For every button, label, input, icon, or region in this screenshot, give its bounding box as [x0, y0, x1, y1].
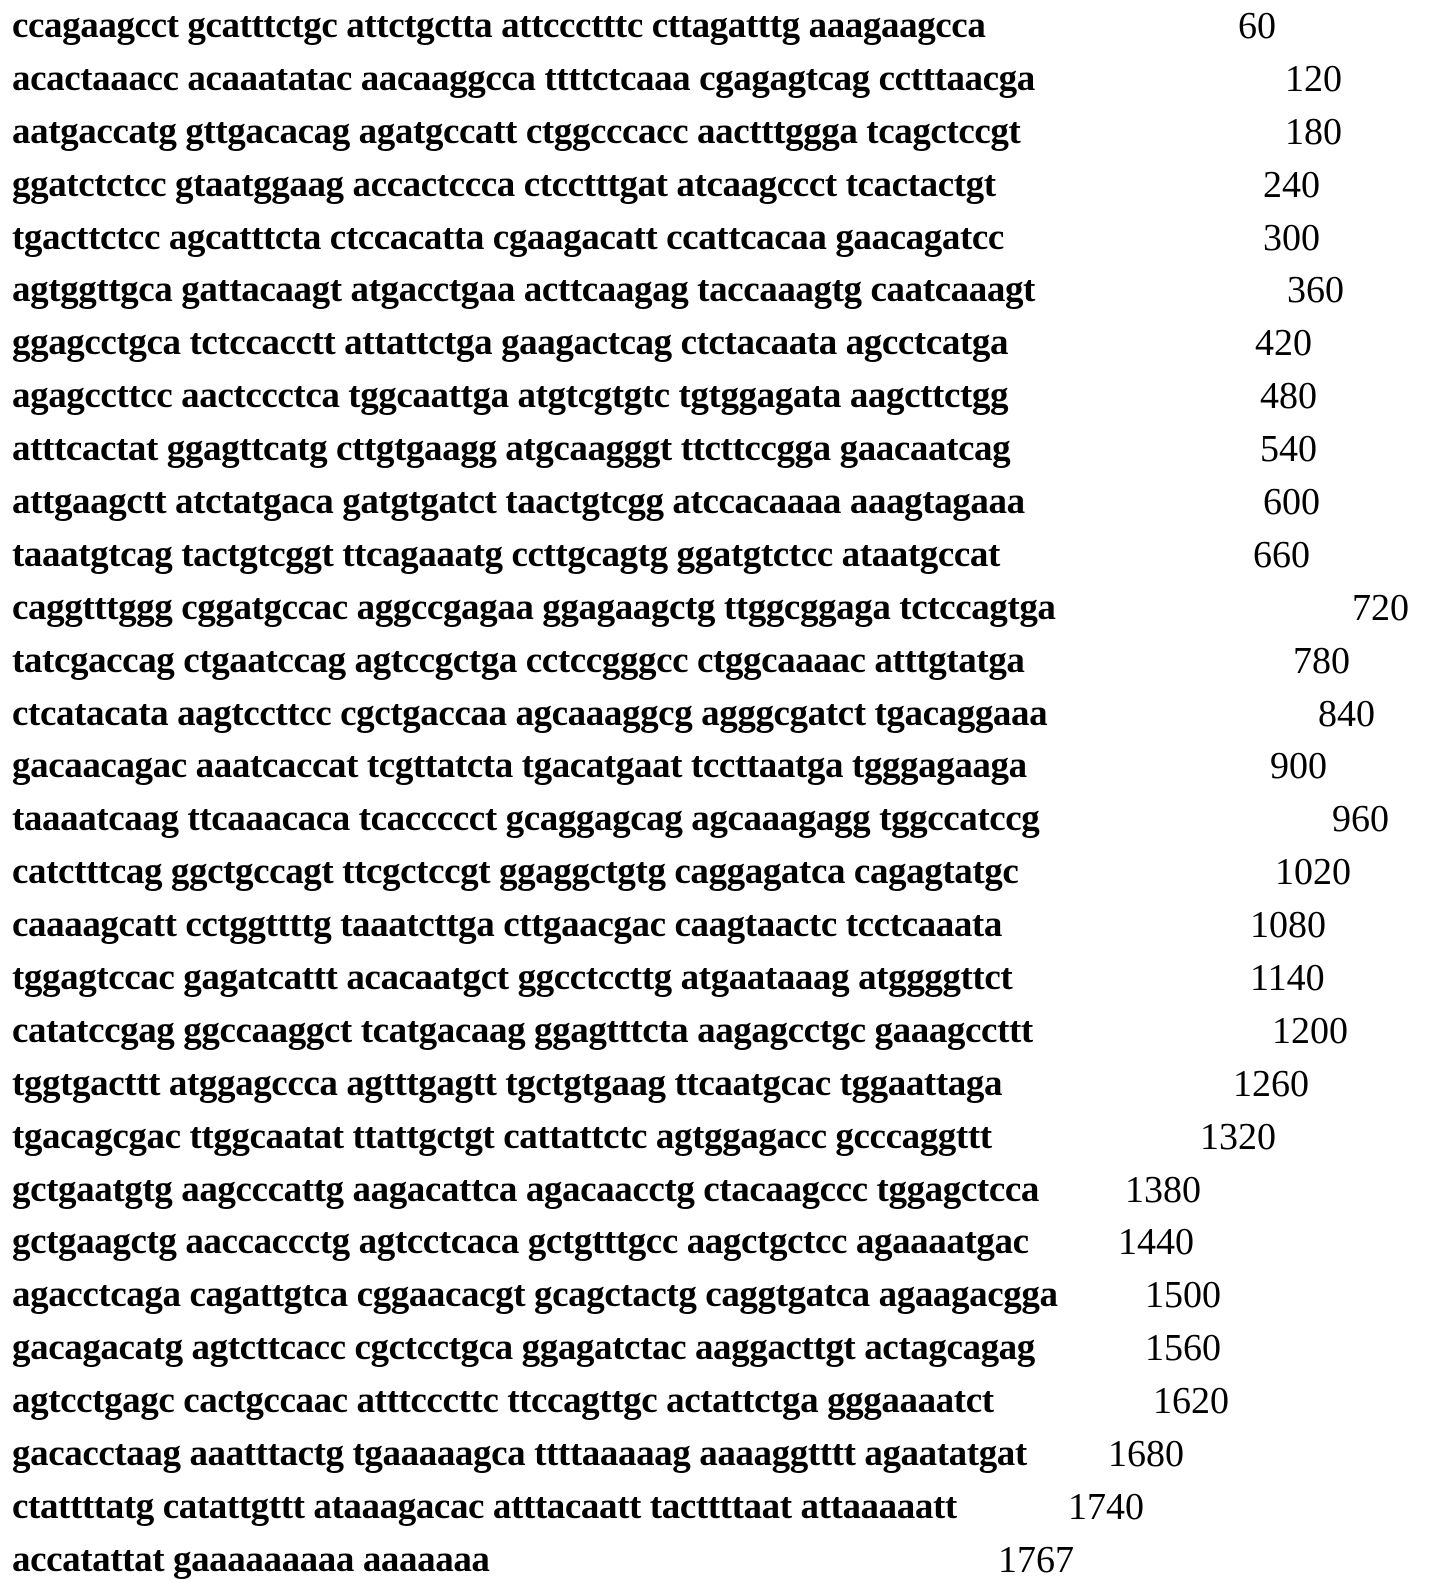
sequence-line: [12, 846, 1432, 899]
sequence-line: [12, 1269, 1432, 1322]
sequence-text: gctgaagctg aaccaccctg agtcctcaca gctgtttgcc aagctgctcc agaaaatgac: [12, 1221, 1029, 1263]
sequence-text: ctattttatg catattgttt ataaagacac atttacaatt tacttttaat attaaaaatt: [12, 1485, 957, 1527]
sequence-line: [12, 317, 1432, 370]
sequence-position-number: 1200: [1272, 1009, 1348, 1052]
sequence-text: gacaacagac aaatcaccat tcgttatcta tgacatgaat tccttaatga tgggagaaga: [12, 745, 1027, 787]
sequence-position-number: 600: [1263, 481, 1320, 524]
sequence-line: [12, 1481, 1432, 1534]
sequence-position-number: 420: [1255, 322, 1312, 365]
sequence-position-number: 120: [1285, 57, 1342, 100]
sequence-line: [12, 1428, 1432, 1481]
sequence-position-number: 1440: [1118, 1221, 1194, 1264]
sequence-line: [12, 1375, 1432, 1428]
sequence-text: accatattat gaaaaaaaaa aaaaaaa: [12, 1538, 490, 1580]
sequence-line: [12, 423, 1432, 476]
sequence-position-number: 1767: [998, 1538, 1074, 1581]
sequence-line: [12, 106, 1432, 159]
sequence-position-number: 780: [1293, 639, 1350, 682]
sequence-line: [12, 1164, 1432, 1217]
sequence-text: ctcatacata aagtccttcc cgctgaccaa agcaaaggcg agggcgatct tgacaggaaa: [12, 692, 1048, 734]
sequence-text: tgacttctcc agcatttcta ctccacatta cgaagacatt ccattcacaa gaacagatcc: [12, 216, 1004, 258]
sequence-position-number: 1620: [1153, 1380, 1229, 1423]
sequence-position-number: 180: [1285, 110, 1342, 153]
sequence-text: agtggttgca gattacaagt atgacctgaa acttcaagag taccaaagtg caatcaaagt: [12, 269, 1035, 311]
sequence-line: [12, 1534, 1432, 1587]
sequence-text: catatccgag ggccaaggct tcatgacaag ggagtttcta aagagcctgc gaaagccttt: [12, 1009, 1033, 1051]
sequence-line: [12, 159, 1432, 212]
sequence-line: [12, 0, 1432, 53]
sequence-position-number: 720: [1352, 586, 1409, 629]
sequence-position-number: 960: [1332, 798, 1389, 841]
sequence-text: acactaaacc acaaatatac aacaaggcca ttttctcaaa cgagagtcag cctttaacga: [12, 57, 1035, 99]
sequence-line: [12, 740, 1432, 793]
sequence-position-number: 1500: [1145, 1274, 1221, 1317]
sequence-position-number: 1020: [1275, 851, 1351, 894]
sequence-line: [12, 264, 1432, 317]
sequence-text: attgaagctt atctatgaca gatgtgatct taactgtcgg atccacaaaa aaagtagaaa: [12, 481, 1025, 523]
sequence-text: ccagaagcct gcatttctgc attctgctta attccctttc cttagatttg aaagaagcca: [12, 5, 986, 46]
sequence-position-number: 1560: [1145, 1327, 1221, 1370]
sequence-line: [12, 688, 1432, 741]
sequence-line: [12, 899, 1432, 952]
sequence-position-number: 1740: [1068, 1485, 1144, 1528]
sequence-position-number: 240: [1263, 163, 1320, 206]
sequence-position-number: 840: [1318, 692, 1375, 735]
sequence-position-number: 1080: [1250, 904, 1326, 947]
sequence-position-number: 1380: [1125, 1168, 1201, 1211]
sequence-line: [12, 793, 1432, 846]
sequence-line: [12, 53, 1432, 106]
sequence-line: [12, 370, 1432, 423]
sequence-line: [12, 582, 1432, 635]
sequence-text: catctttcag ggctgccagt ttcgctccgt ggaggctgtg caggagatca cagagtatgc: [12, 851, 1019, 893]
sequence-text: gacagacatg agtcttcacc cgctcctgca ggagatctac aaggacttgt actagcagag: [12, 1327, 1035, 1369]
sequence-position-number: 900: [1270, 745, 1327, 788]
sequence-text: tggagtccac gagatcattt acacaatgct ggcctccttg atgaataaag atggggttct: [12, 957, 1013, 999]
sequence-text: caaaagcatt cctggttttg taaatcttga cttgaacgac caagtaactc tcctcaaata: [12, 904, 1002, 946]
sequence-position-number: 1680: [1108, 1433, 1184, 1476]
sequence-text: caggtttggg cggatgccac aggccgagaa ggagaagctg ttggcggaga tctccagtga: [12, 586, 1056, 628]
sequence-line: [12, 212, 1432, 265]
sequence-text: tggtgacttt atggagccca agtttgagtt tgctgtgaag ttcaatgcac tggaattaga: [12, 1062, 1003, 1104]
sequence-text: agtcctgagc cactgccaac atttcccttc ttccagttgc actattctga gggaaaatct: [12, 1380, 994, 1422]
sequence-line: [12, 635, 1432, 688]
sequence-line: [12, 1111, 1432, 1164]
sequence-text: taaatgtcag tactgtcggt ttcagaaatg ccttgcagtg ggatgtctcc ataatgccat: [12, 533, 1000, 575]
sequence-text: aatgaccatg gttgacacag agatgccatt ctggcccacc aactttggga tcagctccgt: [12, 110, 1021, 152]
sequence-text: gctgaatgtg aagcccattg aagacattca agacaacctg ctacaagccc tggagctcca: [12, 1168, 1039, 1210]
sequence-text: agagccttcc aactccctca tggcaattga atgtcgtgtc tgtggagata aagcttctgg: [12, 375, 1009, 417]
sequence-position-number: 60: [1238, 5, 1276, 47]
sequence-line: [12, 476, 1432, 529]
sequence-text: taaaatcaag ttcaaacaca tcaccccct gcaggagcag agcaaagagg tggccatccg: [12, 798, 1040, 840]
sequence-line: [12, 952, 1432, 1005]
sequence-text: tgacagcgac ttggcaatat ttattgctgt cattattctc agtggagacc gcccaggttt: [12, 1115, 992, 1157]
sequence-listing: [12, 0, 1432, 1587]
sequence-text: tatcgaccag ctgaatccag agtccgctga cctccgggcc ctggcaaaac atttgtatga: [12, 639, 1025, 681]
sequence-position-number: 660: [1253, 533, 1310, 576]
sequence-position-number: 1140: [1250, 957, 1325, 1000]
sequence-line: [12, 529, 1432, 582]
sequence-position-number: 540: [1260, 428, 1317, 471]
sequence-text: atttcactat ggagttcatg cttgtgaagg atgcaagggt ttcttccgga gaacaatcag: [12, 428, 1011, 470]
sequence-position-number: 1320: [1200, 1115, 1276, 1158]
sequence-line: [12, 1058, 1432, 1111]
sequence-line: [12, 1005, 1432, 1058]
sequence-text: ggagcctgca tctccacctt attattctga gaagactcag ctctacaata agcctcatga: [12, 322, 1009, 364]
sequence-text: gacacctaag aaatttactg tgaaaaagca ttttaaaaag aaaaggtttt agaatatgat: [12, 1433, 1027, 1475]
sequence-position-number: 480: [1260, 375, 1317, 418]
sequence-position-number: 1260: [1233, 1062, 1309, 1105]
sequence-text: agacctcaga cagattgtca cggaacacgt gcagctactg caggtgatca agaagacgga: [12, 1274, 1058, 1316]
sequence-line: [12, 1322, 1432, 1375]
sequence-text: ggatctctcc gtaatggaag accactccca ctcctttgat atcaagccct tcactactgt: [12, 163, 996, 205]
sequence-line: [12, 1216, 1432, 1269]
sequence-position-number: 360: [1287, 269, 1344, 312]
sequence-position-number: 300: [1263, 216, 1320, 259]
